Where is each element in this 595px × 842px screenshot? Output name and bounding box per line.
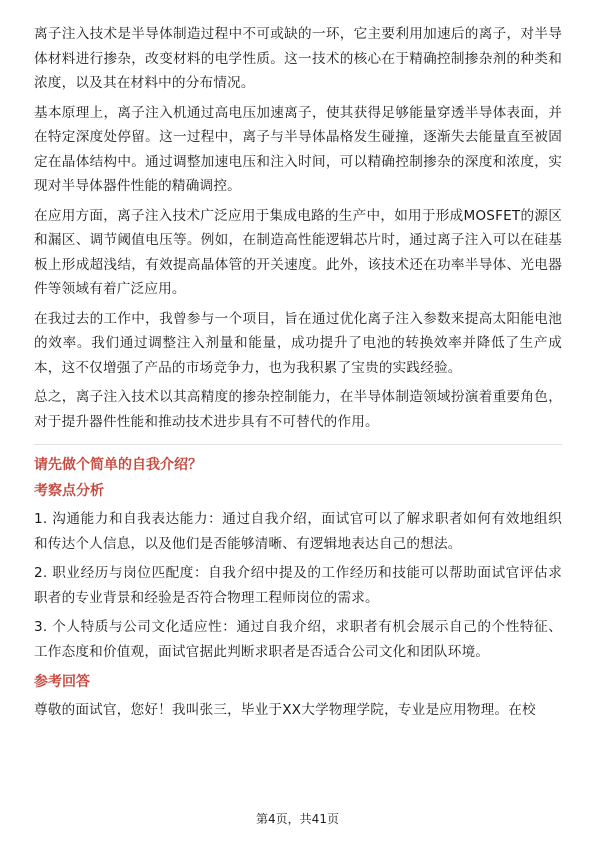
- analysis-heading: 考察点分析: [34, 483, 104, 499]
- page-number: 第4页，共41页: [256, 812, 339, 826]
- analysis-point-personality: 3. 个人特质与公司文化适应性：通过自我介绍，求职者有机会展示自己的个性特征、工作态度和价值观，面试官据此判断求职者是否适合公司文化和团队环境。: [34, 619, 562, 660]
- analysis-point-communication: 1. 沟通能力和自我表达能力：通过自我介绍，面试官可以了解求职者如何有效地组织和传达个人信息，以及他们是否能够清晰、有逻辑地表达自己的想法。: [34, 511, 562, 552]
- analysis-point-career-fit: 2. 职业经历与岗位匹配度：自我介绍中提及的工作经历和技能可以帮助面试官评估求职者的专业背景和经验是否符合物理工程师岗位的需求。: [34, 565, 562, 606]
- page-content: [34, 22, 562, 728]
- paragraph-summary: 总之，离子注入技术以其高精度的掺杂控制能力，在半导体制造领域扮演着重要角色，对于提升器件性能和推动技术进步具有不可替代的作用。: [34, 389, 562, 430]
- paragraph-application: 在应用方面，离子注入技术广泛应用于集成电路的生产中，如用于形成MOSFET的源区和漏区、调节阈值电压等。例如，在制造高性能逻辑芯片时，通过离子注入可以在硅基板上形成超浅结，有效提高晶体管的开关速度。此外，该技术还在功率半导体、光电器件等领域有着广泛应用。: [34, 207, 562, 297]
- question-heading: 请先做个简单的自我介绍？: [34, 457, 202, 473]
- paragraph-principle: 基本原理上，离子注入机通过高电压加速离子，使其获得足够能量穿透半导体表面，并在特定深度处停留。这一过程中，离子与半导体晶格发生碰撞，逐渐失去能量直至被固定在晶体结构中。通过调整加速电压和注入时间，可以精确控制掺杂的深度和浓度，实现对半导体器件性能的精确调控。: [34, 104, 562, 194]
- answer-text: 尊敬的面试官，您好！我叫张三，毕业于XX大学物理学院，专业是应用物理。在校: [34, 702, 536, 718]
- answer-heading: 参考回答: [34, 674, 90, 690]
- section-divider: [34, 444, 562, 445]
- paragraph-intro: 离子注入技术是半导体制造过程中不可或缺的一环，它主要利用加速后的离子，对半导体材料进行掺杂，改变材料的电学性质。这一技术的核心在于精确控制掺杂剂的种类和浓度，以及其在材料中的分布情况。: [34, 26, 562, 91]
- paragraph-experience: 在我过去的工作中，我曾参与一个项目，旨在通过优化离子注入参数来提高太阳能电池的效率。我们通过调整注入剂量和能量，成功提升了电池的转换效率并降低了生产成本，这不仅增强了产品的市场竞争力，也为我积累了宝贵的实践经验。: [34, 310, 562, 376]
